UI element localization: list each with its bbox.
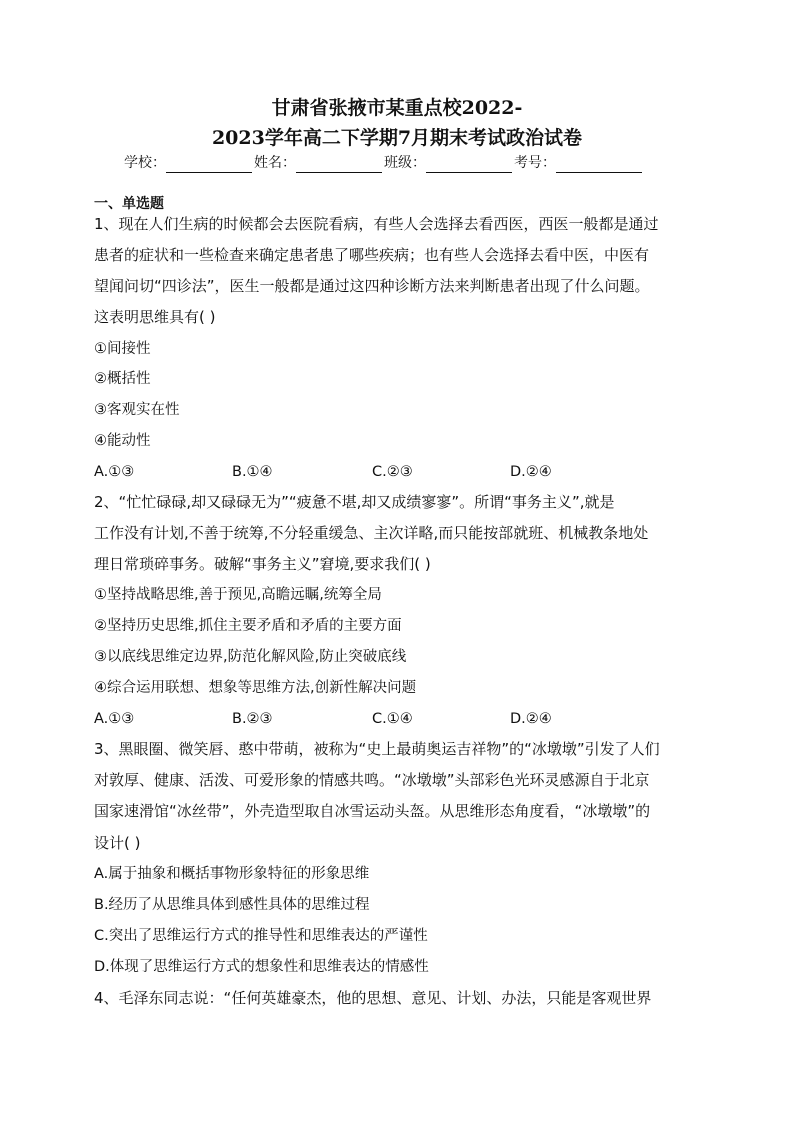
number-label: 考号： (514, 155, 556, 171)
q2-option: ②坚持历史思维,抓住主要矛盾和矛盾的主要方面 (94, 618, 402, 634)
q3-option-d[interactable]: D.体现了思维运行方式的想象性和思维表达的情感性 (94, 959, 429, 975)
exam-title-line-1: 甘肃省张掖市某重点校2022- (271, 97, 523, 119)
q1-option: ④能动性 (94, 433, 151, 449)
q2-option: ①坚持战略思维,善于预见,高瞻远瞩,统筹全局 (94, 587, 382, 603)
q2-line: 2、“忙忙碌碌,却又碌碌无为”“疲惫不堪,却又成绩寥寥”。所谓“事务主义”,就是 (94, 493, 615, 511)
q3-line: 国家速滑馆“冰丝带”，外壳造型取自冰雪运动头盔。从思维形态角度看，“冰墩墩”的 (94, 802, 651, 820)
name-blank[interactable] (296, 156, 382, 173)
class-label: 班级： (384, 155, 426, 171)
q1-line: 望闻问切“四诊法”，医生一般都是通过这四种诊断方法来判断患者出现了什么问题。 (94, 277, 650, 295)
q1-line: 这表明思维具有( ) (94, 308, 216, 326)
q1-option: ③客观实在性 (94, 402, 180, 418)
q1-line: 患者的症状和一些检查来确定患者患了哪些疾病；也有些人会选择去看中医，中医有 (94, 246, 650, 264)
q2-choice-b[interactable]: B.②③ (232, 711, 273, 727)
q1-choice-b[interactable]: B.①④ (232, 464, 273, 480)
q2-line: 理日常琐碎事务。破解“事务主义”窘境,要求我们( ) (94, 555, 431, 573)
q1-choice-a[interactable]: A.①③ (94, 464, 135, 480)
student-info-row (124, 153, 644, 173)
q1-option: ②概括性 (94, 371, 151, 387)
q3-line: 3、黑眼圈、微笑唇、憨中带萌，被称为“史上最萌奥运吉祥物”的“冰墩墩”引发了人们 (94, 740, 660, 758)
q2-choice-d[interactable]: D.②④ (510, 711, 552, 727)
name-label: 姓名： (254, 155, 296, 171)
exam-title-line-2: 2023学年高二下学期7月期末考试政治试卷 (211, 127, 583, 149)
q2-line: 工作没有计划,不善于统筹,不分轻重缓急、主次详略,而只能按部就班、机械教条地处 (94, 524, 649, 542)
q3-option-c[interactable]: C.突出了思维运行方式的推导性和思维表达的严谨性 (94, 928, 428, 944)
q3-line: 设计( ) (94, 834, 141, 852)
q1-option: ①间接性 (94, 341, 151, 357)
q3-option-b[interactable]: B.经历了从思维具体到感性具体的思维过程 (94, 897, 370, 913)
school-blank[interactable] (166, 156, 252, 173)
q2-choice-c[interactable]: C.①④ (372, 711, 413, 727)
q2-choice-a[interactable]: A.①③ (94, 711, 135, 727)
school-label: 学校： (124, 155, 166, 171)
q1-line: 1、现在人们生病的时候都会去医院看病，有些人会选择去看西医，西医一般都是通过 (94, 215, 659, 233)
section-title: 一、单选题 (94, 196, 164, 212)
q1-choice-c[interactable]: C.②③ (372, 464, 413, 480)
q4-line: 4、毛泽东同志说：“任何英雄豪杰，他的思想、意见、计划、办法，只能是客观世界 (94, 989, 652, 1007)
q2-option: ③以底线思维定边界,防范化解风险,防止突破底线 (94, 649, 407, 665)
q3-option-a[interactable]: A.属于抽象和概括事物形象特征的形象思维 (94, 866, 370, 882)
q1-choice-d[interactable]: D.②④ (510, 464, 552, 480)
q2-option: ④综合运用联想、想象等思维方法,创新性解决问题 (94, 680, 417, 696)
class-blank[interactable] (426, 156, 512, 173)
number-blank[interactable] (556, 156, 642, 173)
q3-line: 对敦厚、健康、活泼、可爱形象的情感共鸣。“冰墩墩”头部彩色光环灵感源自于北京 (94, 771, 650, 789)
